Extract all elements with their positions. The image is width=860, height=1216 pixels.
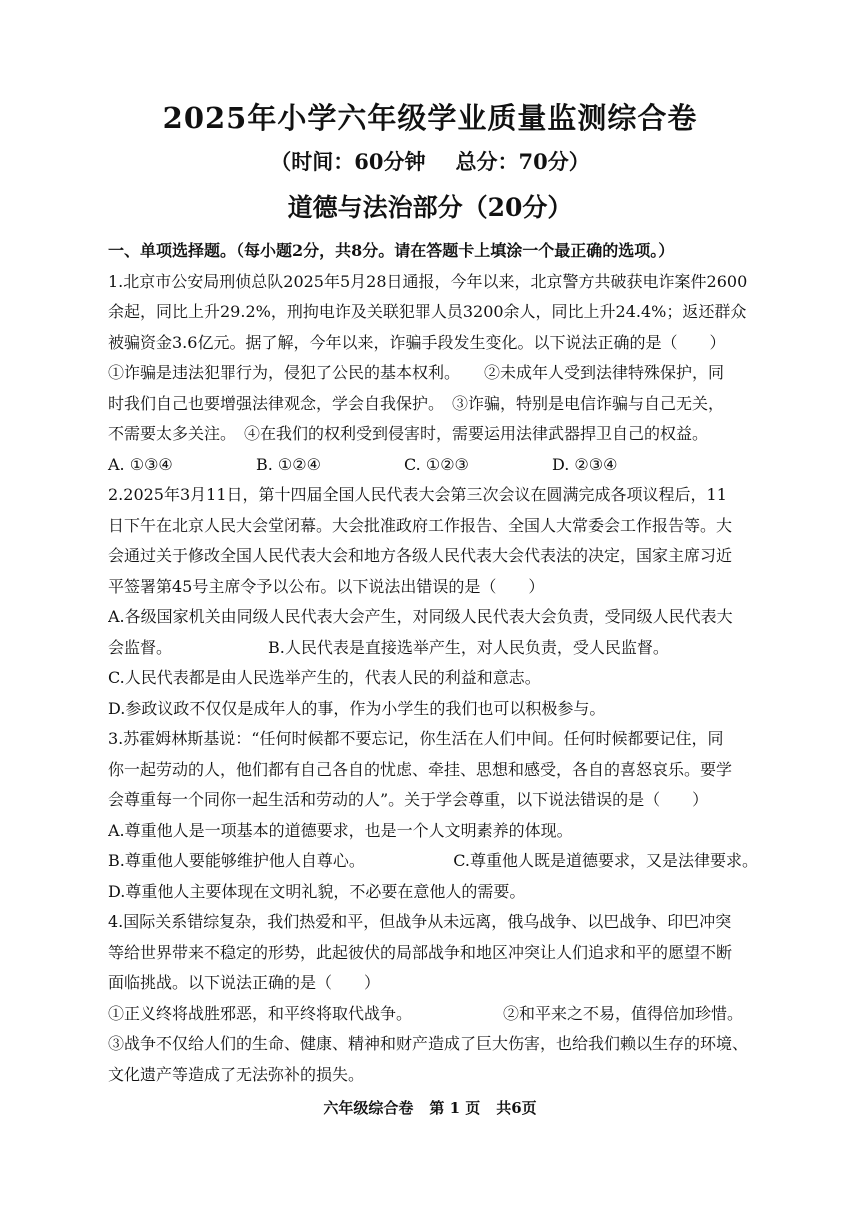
q3-option-a: A.尊重他人是一项基本的道德要求，也是一个人文明素养的体现。 xyxy=(108,820,573,840)
q1-line: 余起，同比上升29.2%，刑拘电诈及关联犯罪人员3200余人，同比上升24.4%；返还群众 xyxy=(108,302,747,321)
q3-line: 会尊重每一个同你一起生活和劳动的人”。关于学会尊重，以下说法错误的是（ ） xyxy=(108,790,709,809)
q1-option-c: C. ①②③ xyxy=(404,454,469,474)
q1-line: ①诈骗是违法犯罪行为，侵犯了公民的基本权利。 ②未成年人受到法律特殊保护，同 xyxy=(108,363,725,382)
q1-option-b: B. ①②④ xyxy=(256,454,321,474)
footer-page: 第 1 页 xyxy=(429,1099,481,1117)
q1-option-d: D. ②③④ xyxy=(552,454,618,474)
q2-line: 会通过关于修改全国人民代表大会和地方各级人民代表大会代表法的决定，国家主席习近 xyxy=(108,546,733,565)
q3-option-d: D.尊重他人主要体现在文明礼貌，不必要在意他人的需要。 xyxy=(108,881,526,901)
exam-time: （时间：60分钟 xyxy=(270,149,426,174)
q4-statement-2: ②和平来之不易，值得倍加珍惜。 xyxy=(503,1003,744,1023)
question-body xyxy=(108,236,758,1090)
q4-statement-row xyxy=(108,999,758,1030)
q4-statement-3: ③战争不仅给人们的生命、健康、精神和财产造成了巨大伤害，也给我们赖以生存的环境、 xyxy=(108,1034,749,1053)
exam-title: 2025年小学六年级学业质量监测综合卷 xyxy=(162,101,698,135)
q1-option-a: A. ①③④ xyxy=(108,454,173,474)
q4-line: 4.国际关系错综复杂，我们热爱和平，但战争从未远离，俄乌战争、以巴战争、印巴冲突 xyxy=(108,912,732,931)
q4-statement-1: ①正义终将战胜邪恶，和平终将取代战争。 xyxy=(108,1003,413,1023)
q3-line: 你一起劳动的人，他们都有自己各自的忧虑、牵挂、思想和感受，各自的喜怒哀乐。要学 xyxy=(108,759,733,779)
exam-subtitle xyxy=(0,146,860,176)
q1-options xyxy=(108,450,758,481)
footer-label: 六年级综合卷 xyxy=(323,1099,414,1117)
q1-line: 1.北京市公安局刑侦总队2025年5月28日通报，今年以来，北京警方共破获电诈案件2600 xyxy=(108,271,748,291)
q3-option-b: B.尊重他人要能够维护他人自尊心。 xyxy=(108,851,365,870)
q2-option-a: A.各级国家机关由同级人民代表大会产生，对同级人民代表大会负责，受同级人民代表大 xyxy=(108,607,733,626)
exam-total-score: 总分：70分） xyxy=(455,149,590,174)
q4-statement-3-cont: 文化遗产等造成了无法弥补的损失。 xyxy=(108,1064,365,1084)
page-footer xyxy=(0,1097,860,1118)
q3-line: 3.苏霍姆林斯基说：“任何时候都不要忘记，你生活在人们中间。任何时候都要记住，同 xyxy=(108,729,724,748)
q2-line: 平签署第45号主席令予以公布。以下说法出错误的是（ ） xyxy=(108,576,545,596)
q2-line: 2.2025年3月11日，第十四届全国人民代表大会第三次会议在圆满完成各项议程后，11 xyxy=(108,485,727,504)
q1-line: 被骗资金3.6亿元。据了解，今年以来，诈骗手段发生变化。以下说法正确的是（ ） xyxy=(108,332,726,352)
section-title: 道德与法治部分（20分） xyxy=(287,193,573,222)
q2-option-a-cont: 会监督。 xyxy=(108,637,173,657)
part-heading: 一、单项选择题。（每小题2分，共8分。请在答题卡上填涂一个最正确的选项。） xyxy=(108,241,675,260)
q3-option-c: C.尊重他人既是道德要求，又是法律要求。 xyxy=(453,851,758,870)
q4-line: 等给世界带来不稳定的形势，此起彼伏的局部战争和地区冲突让人们追求和平的愿望不断 xyxy=(108,942,733,962)
q2-option-row xyxy=(108,633,758,664)
q1-line: 时我们自己也要增强法律观念，学会自我保护。 ③诈骗，特别是电信诈骗与自己无关， xyxy=(108,393,725,413)
q1-line: 不需要太多关注。 ④在我们的权利受到侵害时，需要运用法律武器捍卫自己的权益。 xyxy=(108,424,709,443)
q2-option-d: D.参政议政不仅仅是成年人的事，作为小学生的我们也可以积极参与。 xyxy=(108,698,606,718)
q2-option-c: C.人民代表都是由人民选举产生的，代表人民的利益和意志。 xyxy=(108,668,541,687)
q4-line: 面临挑战。以下说法正确的是（ ） xyxy=(108,973,381,992)
q2-line: 日下午在北京人民大会堂闭幕。大会批准政府工作报告、全国人大常委会工作报告等。大 xyxy=(108,515,733,535)
q3-option-row xyxy=(108,846,758,877)
q2-option-b: B.人民代表是直接选举产生，对人民负责，受人民监督。 xyxy=(268,637,669,657)
footer-total: 共6页 xyxy=(496,1099,537,1117)
